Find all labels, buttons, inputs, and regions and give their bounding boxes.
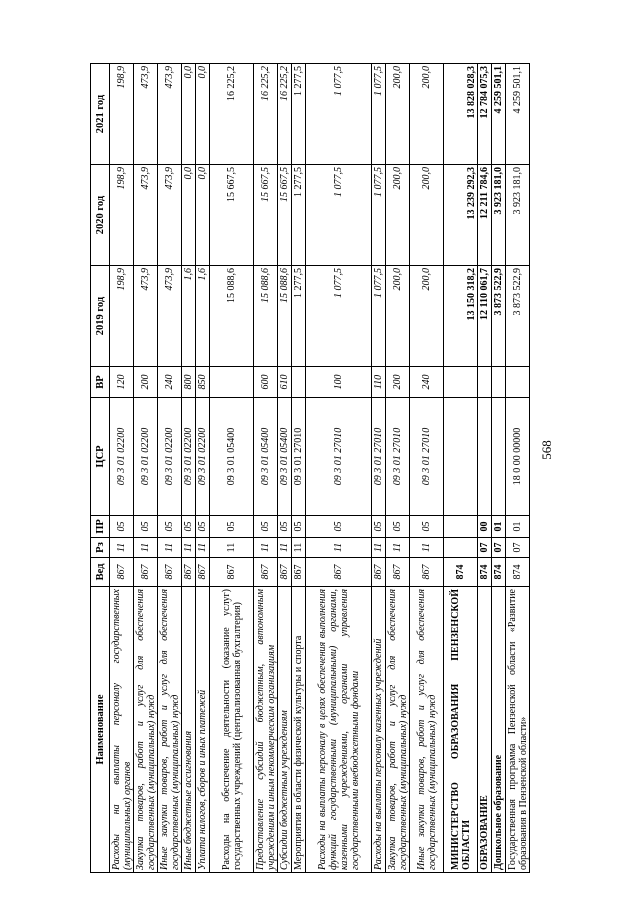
row-name: Расходы на выплаты персоналу казенных учреждений [372, 587, 386, 873]
table-row [506, 64, 530, 873]
table-row [158, 64, 182, 873]
row-vr: 200 [386, 367, 410, 398]
row-ved: 874 [444, 558, 478, 587]
row-csr: 09 3 01 27010 [306, 398, 372, 516]
row-vr: 110 [372, 367, 386, 398]
row-ved: 867 [182, 558, 196, 587]
row-name: Мероприятия в области физической культуры и спорта [292, 587, 306, 873]
row-2020: 198,9 [110, 165, 134, 266]
row-2019: 200,0 [386, 266, 410, 367]
row-csr: 09 3 01 27010 [386, 398, 410, 516]
row-2020: 473,9 [158, 165, 182, 266]
row-vr [478, 367, 492, 398]
row-pr: 05 [196, 516, 210, 538]
row-csr: 09 3 01 02200 [182, 398, 196, 516]
row-csr: 09 3 01 02200 [196, 398, 210, 516]
row-csr: 18 0 00 00000 [506, 398, 530, 516]
row-rz: 11 [254, 538, 278, 558]
row-csr: 09 3 01 05400 [210, 398, 254, 516]
row-pr: 05 [110, 516, 134, 538]
row-vr: 850 [196, 367, 210, 398]
row-pr: 01 [506, 516, 530, 538]
table-row [278, 64, 292, 873]
row-vr: 120 [110, 367, 134, 398]
row-pr: 05 [278, 516, 292, 538]
row-ved: 867 [386, 558, 410, 587]
row-vr: 100 [306, 367, 372, 398]
table-row [492, 64, 506, 873]
row-vr: 610 [278, 367, 292, 398]
row-2021: 198,9 [110, 64, 134, 165]
row-2019: 15 088,6 [254, 266, 278, 367]
header-2021: 2021 год [91, 64, 110, 165]
row-vr [292, 367, 306, 398]
row-2020: 15 667,5 [254, 165, 278, 266]
row-2019: 198,9 [110, 266, 134, 367]
row-2021: 4 259 501,1 [506, 64, 530, 165]
header-row [91, 64, 110, 873]
row-ved: 867 [278, 558, 292, 587]
row-name: Расходы на выплаты персоналу в целях обеспечения выполнения функций государственными (муниципальными) органами, казенными учреждениями, органами управления государственными внебюджетными фондами [306, 587, 372, 873]
row-2020: 0,0 [196, 165, 210, 266]
row-2021: 200,0 [410, 64, 444, 165]
row-2020: 473,9 [134, 165, 158, 266]
row-csr: 09 3 01 02200 [134, 398, 158, 516]
row-2019: 1 277,5 [292, 266, 306, 367]
row-pr: 05 [386, 516, 410, 538]
table-row [182, 64, 196, 873]
row-2021: 1 077,5 [306, 64, 372, 165]
row-rz: 11 [386, 538, 410, 558]
row-pr: 05 [182, 516, 196, 538]
row-name: Иные закупки товаров, работ и услуг для обеспечения государственных (муниципальных) нужд [158, 587, 182, 873]
row-rz: 11 [292, 538, 306, 558]
row-2021: 16 225,2 [278, 64, 292, 165]
table-row [306, 64, 372, 873]
row-ved: 867 [292, 558, 306, 587]
row-vr [210, 367, 254, 398]
row-name: Дошкольное образование [492, 587, 506, 873]
row-rz: 11 [110, 538, 134, 558]
row-name: Субсидии бюджетным учреждениям [278, 587, 292, 873]
row-ved: 867 [110, 558, 134, 587]
row-2019: 473,9 [134, 266, 158, 367]
row-pr: 05 [292, 516, 306, 538]
table-row [386, 64, 410, 873]
table-row [372, 64, 386, 873]
row-rz [444, 538, 478, 558]
row-name: МИНИСТЕРСТВО ОБРАЗОВАНИЯ ПЕНЗЕНСКОЙ ОБЛАСТИ [444, 587, 478, 873]
row-2020: 15 667,5 [278, 165, 292, 266]
row-2021: 473,9 [158, 64, 182, 165]
row-pr: 05 [306, 516, 372, 538]
row-csr: 09 3 01 27010 [372, 398, 386, 516]
row-ved: 874 [506, 558, 530, 587]
row-name: Предоставление субсидий бюджетным, автономным учреждениям и иным некоммерческим организациям [254, 587, 278, 873]
header-rz: Рз [91, 538, 110, 558]
row-csr: 09 3 01 02200 [158, 398, 182, 516]
table-row [196, 64, 210, 873]
row-csr: 09 3 01 27010 [292, 398, 306, 516]
row-ved: 867 [134, 558, 158, 587]
row-pr: 05 [372, 516, 386, 538]
row-name: Закупка товаров, работ и услуг для обеспечения государственных (муниципальных) нужд [134, 587, 158, 873]
row-2019: 473,9 [158, 266, 182, 367]
row-2020: 200,0 [410, 165, 444, 266]
row-csr [478, 398, 492, 516]
row-2020: 3 923 181,0 [506, 165, 530, 266]
row-rz: 07 [478, 538, 492, 558]
row-rz: 11 [182, 538, 196, 558]
row-name: Иные бюджетные ассигнования [182, 587, 196, 873]
row-vr: 240 [410, 367, 444, 398]
row-ved: 867 [254, 558, 278, 587]
row-name: ОБРАЗОВАНИЕ [478, 587, 492, 873]
row-rz: 11 [210, 538, 254, 558]
header-2020: 2020 год [91, 165, 110, 266]
row-rz: 11 [410, 538, 444, 558]
row-pr: 01 [492, 516, 506, 538]
row-name: Закупка товаров, работ и услуг для обеспечения государственных (муниципальных) нужд [386, 587, 410, 873]
row-vr [492, 367, 506, 398]
row-ved: 867 [158, 558, 182, 587]
row-2021: 16 225,2 [210, 64, 254, 165]
row-ved: 867 [210, 558, 254, 587]
row-pr: 05 [158, 516, 182, 538]
budget-table [90, 63, 530, 873]
page-number: 568 [539, 440, 554, 460]
table-row [134, 64, 158, 873]
row-2021: 16 225,2 [254, 64, 278, 165]
header-ved: Вед [91, 558, 110, 587]
header-pr: ПР [91, 516, 110, 538]
row-csr [492, 398, 506, 516]
row-csr: 09 3 01 02200 [110, 398, 134, 516]
table-row [444, 64, 478, 873]
row-2019: 15 088,6 [278, 266, 292, 367]
row-rz: 11 [196, 538, 210, 558]
row-pr: 05 [210, 516, 254, 538]
row-pr: 00 [478, 516, 492, 538]
row-2019: 3 873 522,9 [506, 266, 530, 367]
row-2021: 1 277,5 [292, 64, 306, 165]
row-2019: 12 110 061,7 [478, 266, 492, 367]
header-csr: ЦСР [91, 398, 110, 516]
row-2019: 3 873 522,9 [492, 266, 506, 367]
row-2021: 12 784 075,3 [478, 64, 492, 165]
row-rz: 11 [158, 538, 182, 558]
row-csr: 09 3 01 05400 [254, 398, 278, 516]
row-rz: 11 [134, 538, 158, 558]
row-2021: 1 077,5 [372, 64, 386, 165]
row-ved: 874 [478, 558, 492, 587]
header-name: Наименование [91, 587, 110, 873]
row-2020: 13 239 292,3 [444, 165, 478, 266]
row-ved: 867 [372, 558, 386, 587]
row-2019: 200,0 [410, 266, 444, 367]
header-2019: 2019 год [91, 266, 110, 367]
row-2019: 1 077,5 [306, 266, 372, 367]
row-2020: 0,0 [182, 165, 196, 266]
row-vr: 600 [254, 367, 278, 398]
row-2019: 15 088,6 [210, 266, 254, 367]
table-row [410, 64, 444, 873]
row-rz: 11 [278, 538, 292, 558]
row-2021: 4 259 501,1 [492, 64, 506, 165]
row-name: Иные закупки товаров, работ и услуг для обеспечения государственных (муниципальных) нужд [410, 587, 444, 873]
row-2019: 1,6 [196, 266, 210, 367]
row-pr: 05 [134, 516, 158, 538]
header-vr: ВР [91, 367, 110, 398]
row-vr: 200 [134, 367, 158, 398]
row-2021: 13 828 028,3 [444, 64, 478, 165]
row-2020: 1 277,5 [292, 165, 306, 266]
row-2019: 1,6 [182, 266, 196, 367]
row-2020: 1 077,5 [306, 165, 372, 266]
row-rz: 11 [372, 538, 386, 558]
row-vr: 240 [158, 367, 182, 398]
table-row [210, 64, 254, 873]
row-pr [444, 516, 478, 538]
row-ved: 867 [306, 558, 372, 587]
row-2020: 3 923 181,0 [492, 165, 506, 266]
row-2021: 200,0 [386, 64, 410, 165]
table-row [254, 64, 278, 873]
row-csr: 09 3 01 05400 [278, 398, 292, 516]
row-2021: 0,0 [182, 64, 196, 165]
row-name: Государственная программа Пензенской области «Развитие образования в Пензенской области» [506, 587, 530, 873]
row-rz: 07 [506, 538, 530, 558]
row-vr [444, 367, 478, 398]
row-2020: 15 667,5 [210, 165, 254, 266]
rotated-table-container [90, 64, 529, 873]
row-ved: 874 [492, 558, 506, 587]
table-row [478, 64, 492, 873]
row-2019: 13 150 318,2 [444, 266, 478, 367]
row-2020: 1 077,5 [372, 165, 386, 266]
row-vr [506, 367, 530, 398]
row-csr: 09 3 01 27010 [410, 398, 444, 516]
row-rz: 07 [492, 538, 506, 558]
row-ved: 867 [196, 558, 210, 587]
row-ved: 867 [410, 558, 444, 587]
row-2021: 473,9 [134, 64, 158, 165]
row-2019: 1 077,5 [372, 266, 386, 367]
table-row [110, 64, 134, 873]
row-name: Расходы на выплаты персоналу государственных (муниципальных) органов [110, 587, 134, 873]
row-csr [444, 398, 478, 516]
row-2020: 200,0 [386, 165, 410, 266]
row-rz: 11 [306, 538, 372, 558]
table-row [292, 64, 306, 873]
row-pr: 05 [254, 516, 278, 538]
row-2021: 0,0 [196, 64, 210, 165]
row-vr: 800 [182, 367, 196, 398]
row-name: Уплата налогов, сборов и иных платежей [196, 587, 210, 873]
row-name: Расходы на обеспечение деятельности (оказание услуг) государственных учреждений (централизованная бухгалтерия) [210, 587, 254, 873]
row-2020: 12 211 784,6 [478, 165, 492, 266]
row-pr: 05 [410, 516, 444, 538]
